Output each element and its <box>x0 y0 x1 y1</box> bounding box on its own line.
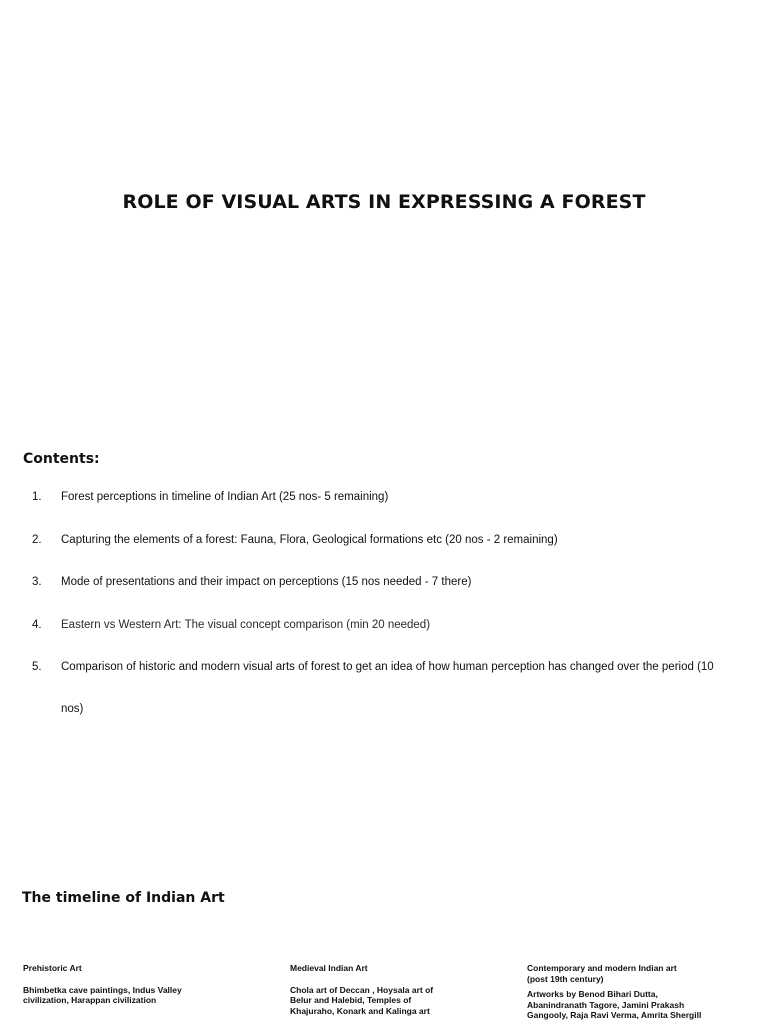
contents-item-number: 1. <box>32 491 42 503</box>
contents-item-text: Eastern vs Western Art: The visual concept comparison (min 20 needed) <box>61 619 431 631</box>
timeline-column-modern <box>527 963 717 1021</box>
contents-heading: Contents: <box>23 451 100 467</box>
timeline-column-prehistoric <box>23 963 203 1006</box>
contents-item-text: Comparison of historic and modern visual arts of forest to get an idea of how human perception has changed over the period (10 nos) <box>61 661 714 715</box>
contents-item-number: 3. <box>32 576 42 588</box>
timeline-column-body: Artworks by Benod Bihari Dutta, Abanindranath Tagore, Jamini Prakash Gangooly, Raja Ravi Verma, Amrita Shergill <box>527 989 702 1020</box>
timeline-column-medieval <box>290 963 450 1016</box>
contents-item-number: 4. <box>32 619 42 631</box>
timeline-column-body: Chola art of Deccan , Hoysala art of Belur and Halebid, Temples of Khajuraho, Konark and Kalinga art <box>290 984 434 1016</box>
timeline-column-subtitle: (post 19th century) <box>527 973 604 984</box>
document-title: ROLE OF VISUAL ARTS IN EXPRESSING A FOREST <box>122 191 646 213</box>
timeline-column-title: Medieval Indian Art <box>290 963 368 973</box>
contents-item-text: Capturing the elements of a forest: Fauna, Flora, Geological formations etc (20 nos - 2 remaining) <box>61 534 558 546</box>
contents-item-number: 2. <box>32 534 42 546</box>
timeline-column-title: Prehistoric Art <box>23 963 82 973</box>
contents-item-number: 5. <box>32 661 42 673</box>
contents-item-text: Forest perceptions in timeline of Indian Art (25 nos- 5 remaining) <box>61 491 389 503</box>
timeline-column-title: Contemporary and modern Indian art <box>527 963 677 973</box>
timeline-column-body: Bhimbetka cave paintings, Indus Valley civilization, Harappan civilization <box>23 984 182 1005</box>
timeline-heading: The timeline of Indian Art <box>22 890 225 906</box>
contents-item-text: Mode of presentations and their impact on perceptions (15 nos needed - 7 there) <box>61 576 472 588</box>
